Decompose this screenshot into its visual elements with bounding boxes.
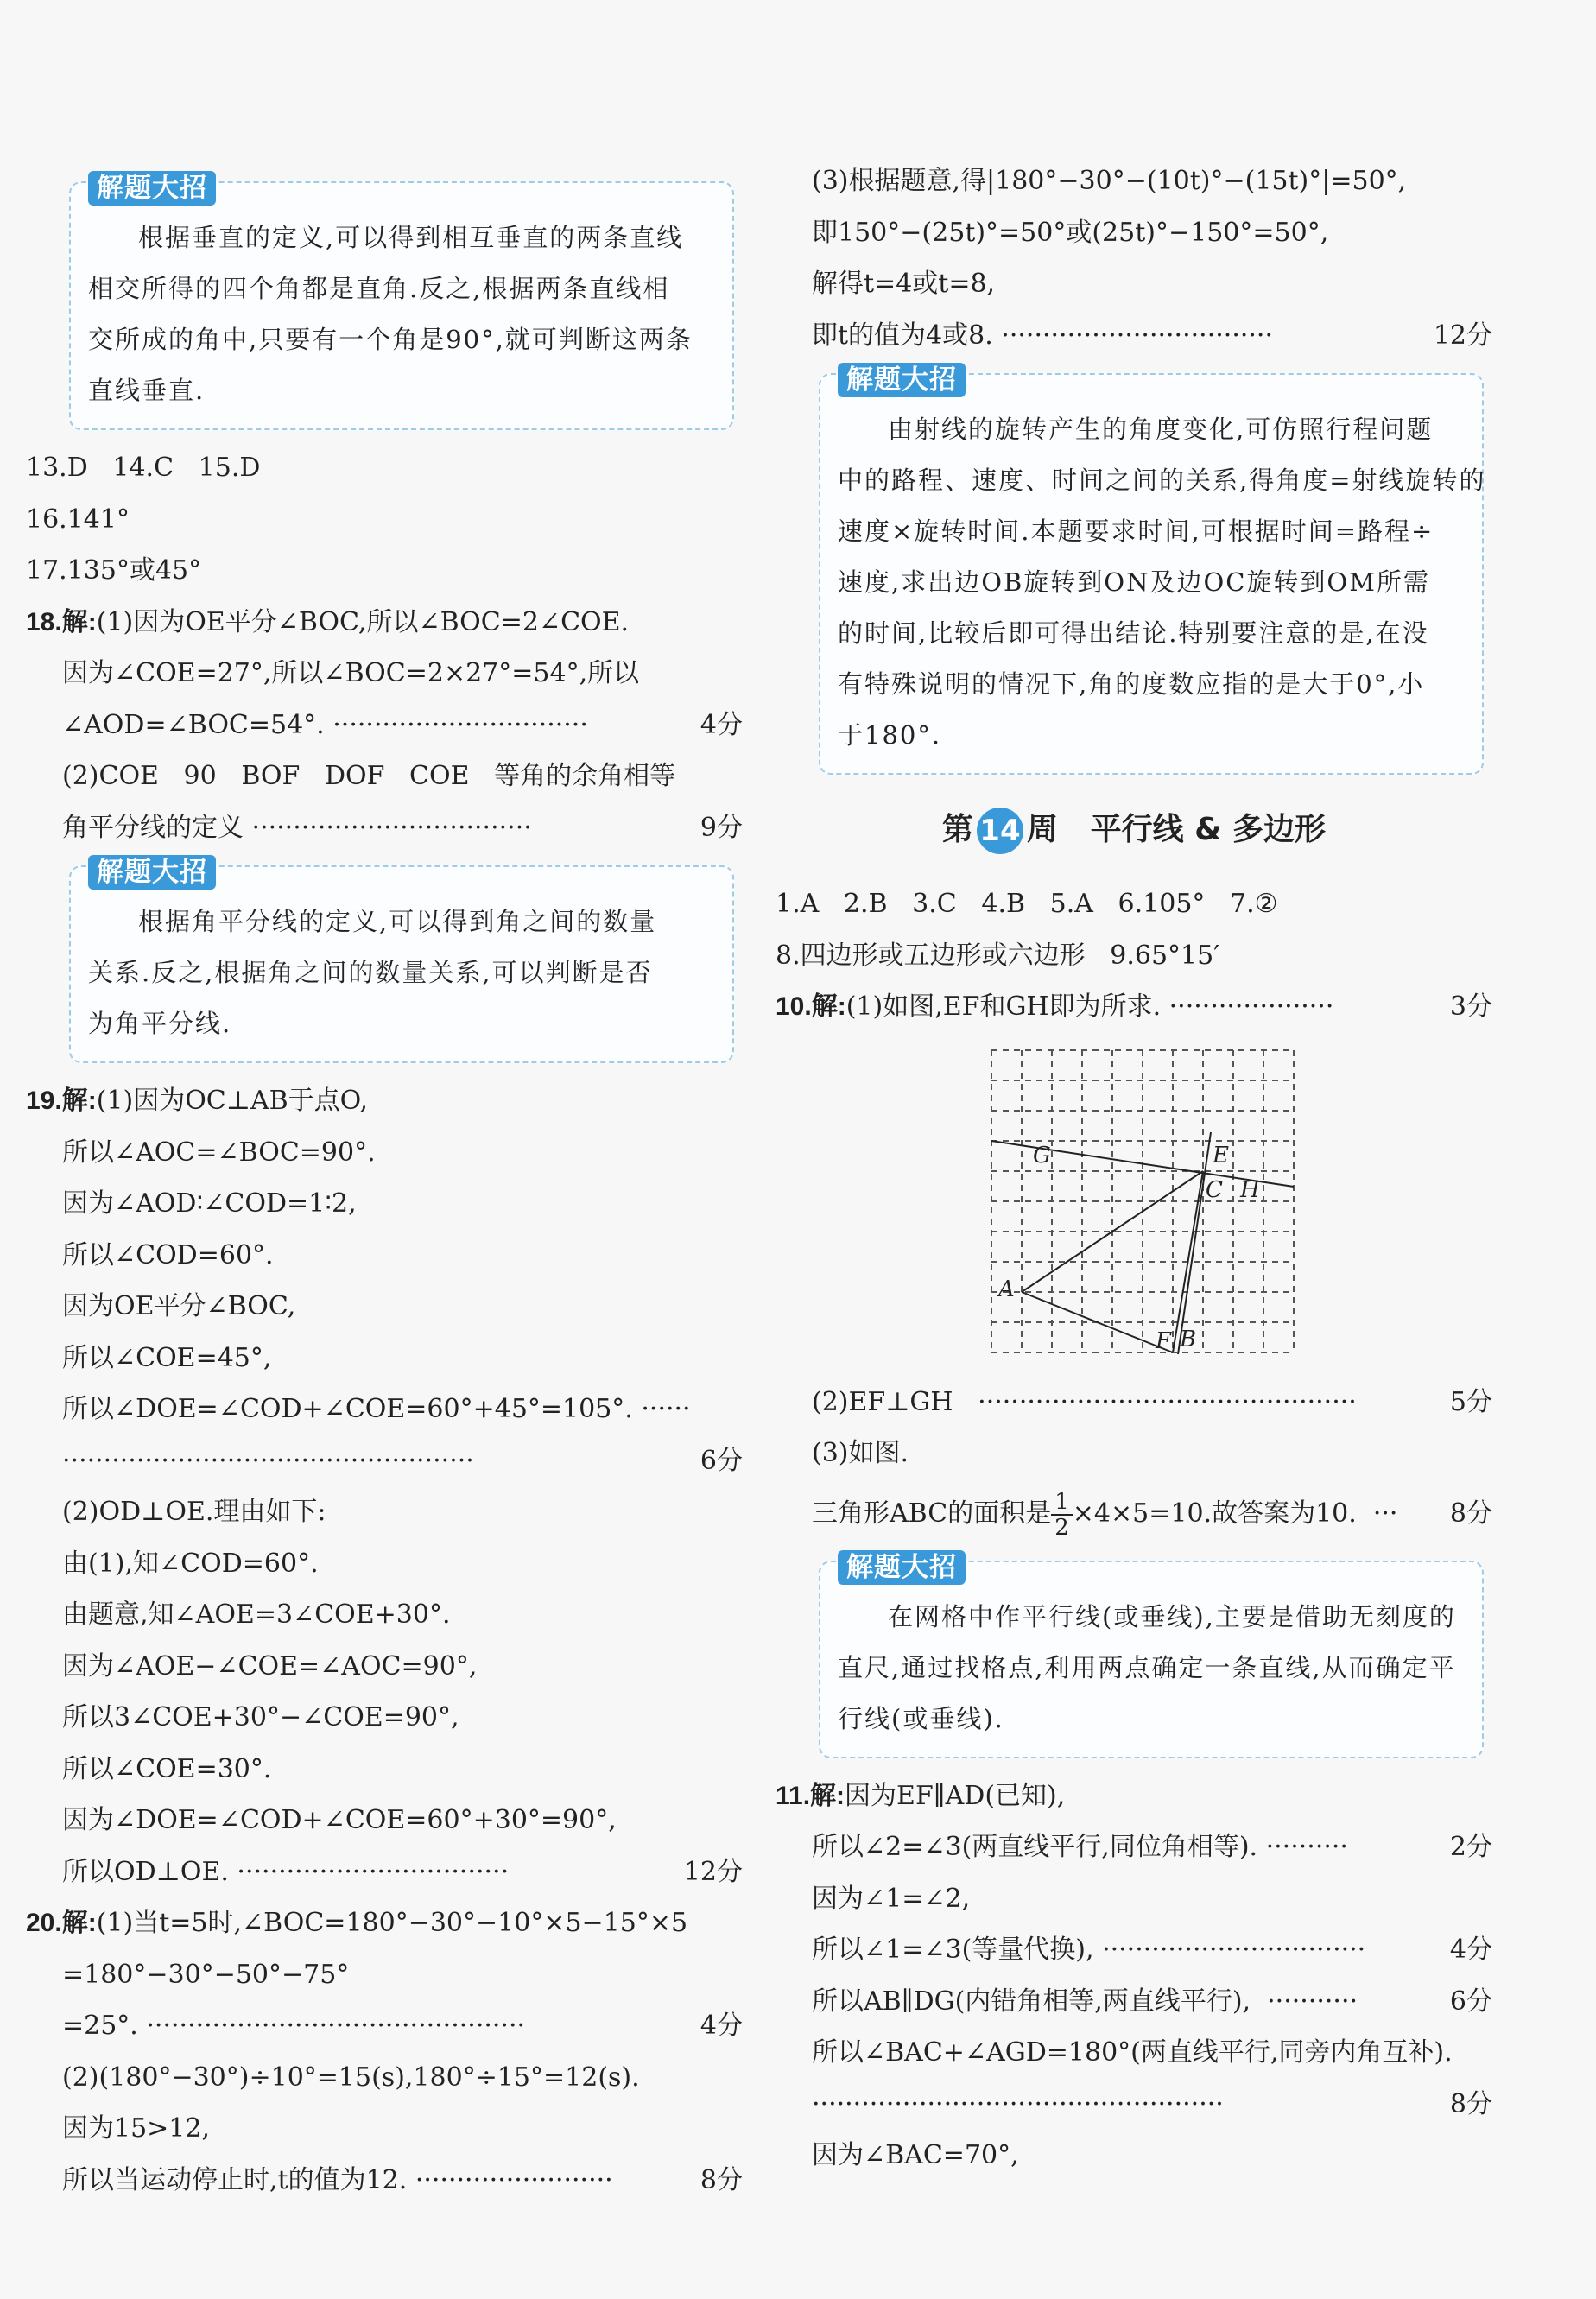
answer-line: 因为∠AOE−∠COE=∠AOC=90°, (62, 1650, 478, 1682)
answer-line: 由题意,知∠AOE=3∠COE+30°. (62, 1599, 451, 1630)
right-column (776, 155, 1492, 2182)
fraction (1051, 1490, 1073, 1540)
answer-text: 即t的值为4或8. ································· (812, 320, 1273, 351)
answer-16: 16.141° (26, 504, 130, 535)
question-number: 20.解: (26, 1909, 97, 1937)
answer-text: (1)如图,EF和GH即为所求. ···················· (846, 991, 1334, 1022)
label-g: G (1033, 1142, 1051, 1168)
answer-13-15: 13.D 14.C 15.D (26, 453, 261, 483)
label-c: C (1206, 1176, 1223, 1203)
tip-text: 在网格中作平行线(或垂线),主要是借助无刻度的 (888, 1601, 1456, 1631)
score: 9分 (700, 812, 743, 843)
tip-label: 解题大招 (838, 363, 966, 397)
answer-line: 所以∠COE=30°. (62, 1753, 272, 1784)
answer-line (776, 1924, 1492, 1976)
answer-line: 因为∠AOD∶∠COD=1∶2, (62, 1188, 357, 1219)
week-suffix: 周 (1026, 812, 1058, 847)
label-b: B (1180, 1326, 1197, 1352)
tip-text: 速度,求出边OB旋转到ON及边OC旋转到OM所需 (838, 567, 1430, 597)
score: 8分 (1449, 1498, 1492, 1529)
tip-text: 为角平分线. (88, 1009, 232, 1038)
answer-text: 所以AB∥DG(内错角相等,两直线平行), ··········· (812, 1986, 1358, 2017)
tip-text: 于180°. (838, 720, 942, 750)
answer-text: 所以∠1=∠3(等量代换), ································ (812, 1935, 1366, 1965)
answer-line (26, 1846, 743, 1898)
answer-line (776, 1479, 1492, 1548)
answer-line (776, 2079, 1492, 2131)
answer-line (26, 1435, 743, 1487)
answer-line (776, 1821, 1492, 1873)
question-number: 19.解: (26, 1086, 97, 1115)
answer-line (776, 1377, 1492, 1428)
label-e: E (1213, 1142, 1229, 1168)
answer-line: (2)COE 90 BOF DOF COE 等角的余角相等 (62, 761, 676, 791)
answer-line: 所以∠COE=45°, (62, 1342, 272, 1373)
tip-text: 交所成的角中,只要有一个角是90°,就可判断这两条 (88, 325, 693, 354)
tip-text: 的时间,比较后即可得出结论.特别要注意的是,在没 (838, 618, 1429, 648)
score: 2分 (1449, 1832, 1492, 1862)
answer-line: 因为∠COE=27°,所以∠BOC=2×27°=54°,所以 (62, 658, 640, 688)
answer-20-line (26, 1897, 743, 1949)
answer-text: ×4×5=10.故答案为10. ··· (1072, 1498, 1398, 1529)
tip-label: 解题大招 (88, 855, 216, 890)
answer-line: (3)根据题意,得|180°−30°−(10t)°−(15t)°|=50°, (812, 166, 1407, 196)
tip-text: 相交所得的四个角都是直角.反之,根据两条直线相 (88, 274, 670, 303)
tip-label: 解题大招 (88, 171, 216, 206)
tip-box-4 (819, 1551, 1484, 1758)
tip-text: 直线垂直. (88, 376, 206, 405)
answer-line: 所以∠AOC=∠BOC=90°. (62, 1137, 376, 1168)
answer-line: 由(1),知∠COD=60°. (62, 1548, 319, 1579)
tip-text: 行线(或垂线). (838, 1703, 1004, 1733)
answer-text: (2)EF⊥GH ·············································· (812, 1386, 1357, 1417)
answer-text: 所以OD⊥OE. ································· (62, 1856, 510, 1887)
answer-text: =25°. ·············································· (62, 2011, 526, 2041)
answer-text: ·················································· (62, 1445, 474, 1476)
answer-line: 因为∠1=∠2, (812, 1883, 971, 1914)
score: 3分 (1449, 991, 1492, 1022)
tip-text: 速度×旋转时间.本题要求时间,可根据时间=路程÷ (838, 516, 1434, 546)
answer-18-line (26, 597, 743, 649)
tip-text: 有特殊说明的情况下,角的度数应指的是大于0°,小 (838, 669, 1425, 699)
answer-text: (1)因为OE平分∠BOC,所以∠BOC=2∠COE. (96, 606, 630, 637)
week-heading (776, 804, 1492, 856)
answer-line: (2)OD⊥OE.理由如下: (62, 1497, 326, 1527)
answer-line: 所以3∠COE+30°−∠COE=90°, (62, 1702, 459, 1732)
answer-10-line (776, 981, 1492, 1033)
score: 5分 (1449, 1386, 1492, 1417)
week-title: 平行线 & 多边形 (1090, 812, 1327, 847)
score: 12分 (1433, 320, 1492, 351)
answer-line: 因为15>12, (62, 2113, 211, 2144)
score: 8分 (700, 2164, 743, 2195)
left-column (26, 155, 743, 2206)
answer-line (26, 2155, 743, 2207)
score: 4分 (700, 709, 743, 740)
answer-line (26, 802, 743, 854)
answer-line: 因为OE平分∠BOC, (62, 1291, 296, 1321)
answer-line (776, 310, 1492, 362)
answer-8-9: 8.四边形或五边形或六边形 9.65°15′ (776, 940, 1220, 971)
tip-text: 直尺,通过找格点,利用两点确定一条直线,从而确定平 (838, 1652, 1456, 1682)
label-h: H (1240, 1176, 1260, 1203)
tip-label: 解题大招 (838, 1550, 966, 1585)
answer-11-line (776, 1770, 1492, 1822)
answer-line: (2)(180°−30°)÷10°=15(s),180°÷15°=12(s). (62, 2062, 640, 2093)
score: 4分 (1449, 1935, 1492, 1965)
question-number: 18.解: (26, 607, 97, 636)
tip-box-3 (819, 364, 1486, 775)
answer-text: ∠AOD=∠BOC=54°. ······························· (62, 709, 588, 740)
answer-line: 因为∠BAC=70°, (812, 2140, 1019, 2170)
answer-line: 所以∠BAC+∠AGD=180°(两直线平行,同旁内角互补). (812, 2037, 1453, 2068)
answer-line: 所以∠DOE=∠COD+∠COE=60°+45°=105°. ······ (62, 1394, 691, 1424)
answer-line: 解得t=4或t=8, (812, 269, 996, 299)
tip-box-2 (69, 857, 734, 1063)
score: 4分 (700, 2011, 743, 2041)
answer-line: 所以∠COD=60°. (62, 1239, 274, 1270)
answer-line (776, 1976, 1492, 2028)
answer-1-7: 1.A 2.B 3.C 4.B 5.A 6.105° 7.② (776, 889, 1278, 919)
score: 8分 (1449, 2088, 1492, 2119)
week-number-badge: 14 (977, 808, 1023, 854)
numerator: 1 (1051, 1490, 1073, 1516)
score: 6分 (700, 1445, 743, 1476)
answer-text: ·················································· (812, 2088, 1224, 2119)
answer-text: 因为EF∥AD(已知), (845, 1780, 1066, 1811)
answer-text: 所以∠2=∠3(两直线平行,同位角相等). ·········· (812, 1832, 1348, 1862)
answer-19-line (26, 1075, 743, 1127)
question-number: 11.解: (776, 1781, 846, 1810)
answer-text: 角平分线的定义 ·································· (62, 812, 532, 843)
answer-17: 17.135°或45° (26, 555, 202, 586)
question-number: 10.解: (776, 992, 846, 1021)
label-a: A (998, 1276, 1015, 1302)
answer-line: (3)如图. (812, 1438, 909, 1468)
week-prefix: 第 (941, 812, 973, 847)
answer-line: 因为∠DOE=∠COD+∠COE=60°+30°=90°, (62, 1805, 617, 1835)
answer-line (26, 700, 743, 751)
answer-text: (1)因为OC⊥AB于点O, (96, 1086, 369, 1116)
tip-text: 根据垂直的定义,可以得到相互垂直的两条直线 (138, 223, 684, 252)
answer-line: 即150°−(25t)°=50°或(25t)°−150°=50°, (812, 217, 1329, 248)
tip-text: 根据角平分线的定义,可以得到角之间的数量 (138, 907, 657, 936)
line-ef (1178, 1132, 1211, 1354)
answer-text: 所以当运动停止时,t的值为12. ························ (62, 2164, 613, 2195)
tip-box-1 (69, 173, 734, 430)
grid-figure (983, 1042, 1311, 1361)
answer-text: 三角形ABC的面积是 (812, 1498, 1052, 1529)
label-f: F (1156, 1327, 1172, 1354)
tip-text: 关系.反之,根据角之间的数量关系,可以判断是否 (88, 958, 653, 987)
answer-text: (1)当t=5时,∠BOC=180°−30°−10°×5−15°×5 (96, 1908, 688, 1938)
score: 6分 (1449, 1986, 1492, 2017)
tip-text: 由射线的旋转产生的角度变化,可仿照行程问题 (888, 415, 1434, 444)
denominator: 2 (1054, 1514, 1069, 1541)
tip-text: 中的路程、速度、时间之间的关系,得角度=射线旋转的 (838, 466, 1486, 495)
score: 12分 (683, 1856, 743, 1887)
answer-line (26, 2000, 743, 2052)
answer-line: =180°−30°−50°−75° (62, 1959, 350, 1990)
